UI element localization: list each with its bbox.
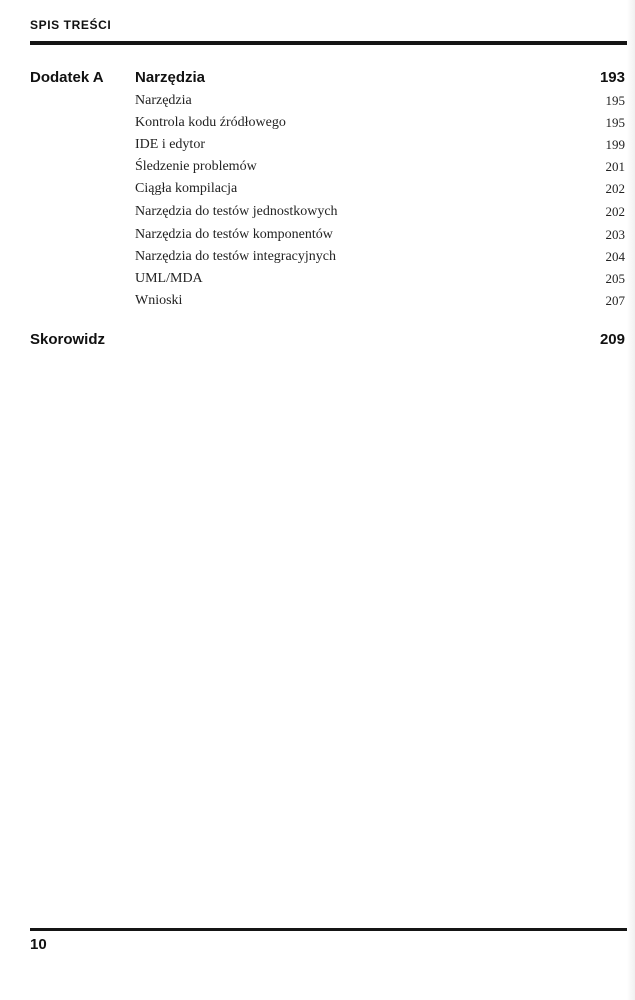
toc-item <box>30 227 625 247</box>
toc-item-page: 195 <box>605 93 625 108</box>
running-header: SPIS TREŚCI <box>30 18 112 32</box>
toc-item-title: Wnioski <box>135 293 183 308</box>
appendix-title: Narzędzia <box>135 69 206 86</box>
toc-item-title: Narzędzia do testów integracyjnych <box>135 249 336 264</box>
toc-item <box>30 249 625 269</box>
toc-item-page: 207 <box>605 293 625 308</box>
appendix-page: 193 <box>599 69 625 86</box>
toc-item-page: 205 <box>605 271 625 286</box>
toc-item-title: Narzędzia do testów komponentów <box>135 227 333 242</box>
toc-item-title: Śledzenie problemów <box>135 159 257 174</box>
toc-item-title: Kontrola kodu źródłowego <box>135 115 286 130</box>
toc-item <box>30 93 625 113</box>
toc-item <box>30 181 625 201</box>
toc-item <box>30 159 625 179</box>
toc-item <box>30 137 625 157</box>
toc-item-page: 203 <box>605 227 625 242</box>
toc-item-title: UML/MDA <box>135 271 203 286</box>
toc-item-page: 195 <box>605 115 625 130</box>
index-page: 209 <box>599 331 625 348</box>
appendix-label: Dodatek A <box>30 69 104 86</box>
toc-item-page: 202 <box>605 181 625 196</box>
footer-rule <box>30 928 627 931</box>
toc-index-row <box>30 331 625 353</box>
toc-item-title: Ciągła kompilacja <box>135 181 238 196</box>
toc-item <box>30 271 625 291</box>
toc-item <box>30 115 625 135</box>
toc-item <box>30 204 625 224</box>
toc-item <box>30 293 625 313</box>
toc-chapter-row <box>30 69 625 91</box>
index-label: Skorowidz <box>30 331 106 348</box>
toc-item-title: Narzędzia <box>135 93 192 108</box>
toc-item-page: 202 <box>605 204 625 219</box>
toc-item-page: 204 <box>605 249 625 264</box>
toc-item-page: 201 <box>605 159 625 174</box>
toc-item-page: 199 <box>605 137 625 152</box>
toc-item-title: IDE i edytor <box>135 137 205 152</box>
header-rule <box>30 41 627 45</box>
toc-item-title: Narzędzia do testów jednostkowych <box>135 204 338 219</box>
page-edge-shadow <box>627 0 635 1000</box>
page-number: 10 <box>30 936 47 953</box>
